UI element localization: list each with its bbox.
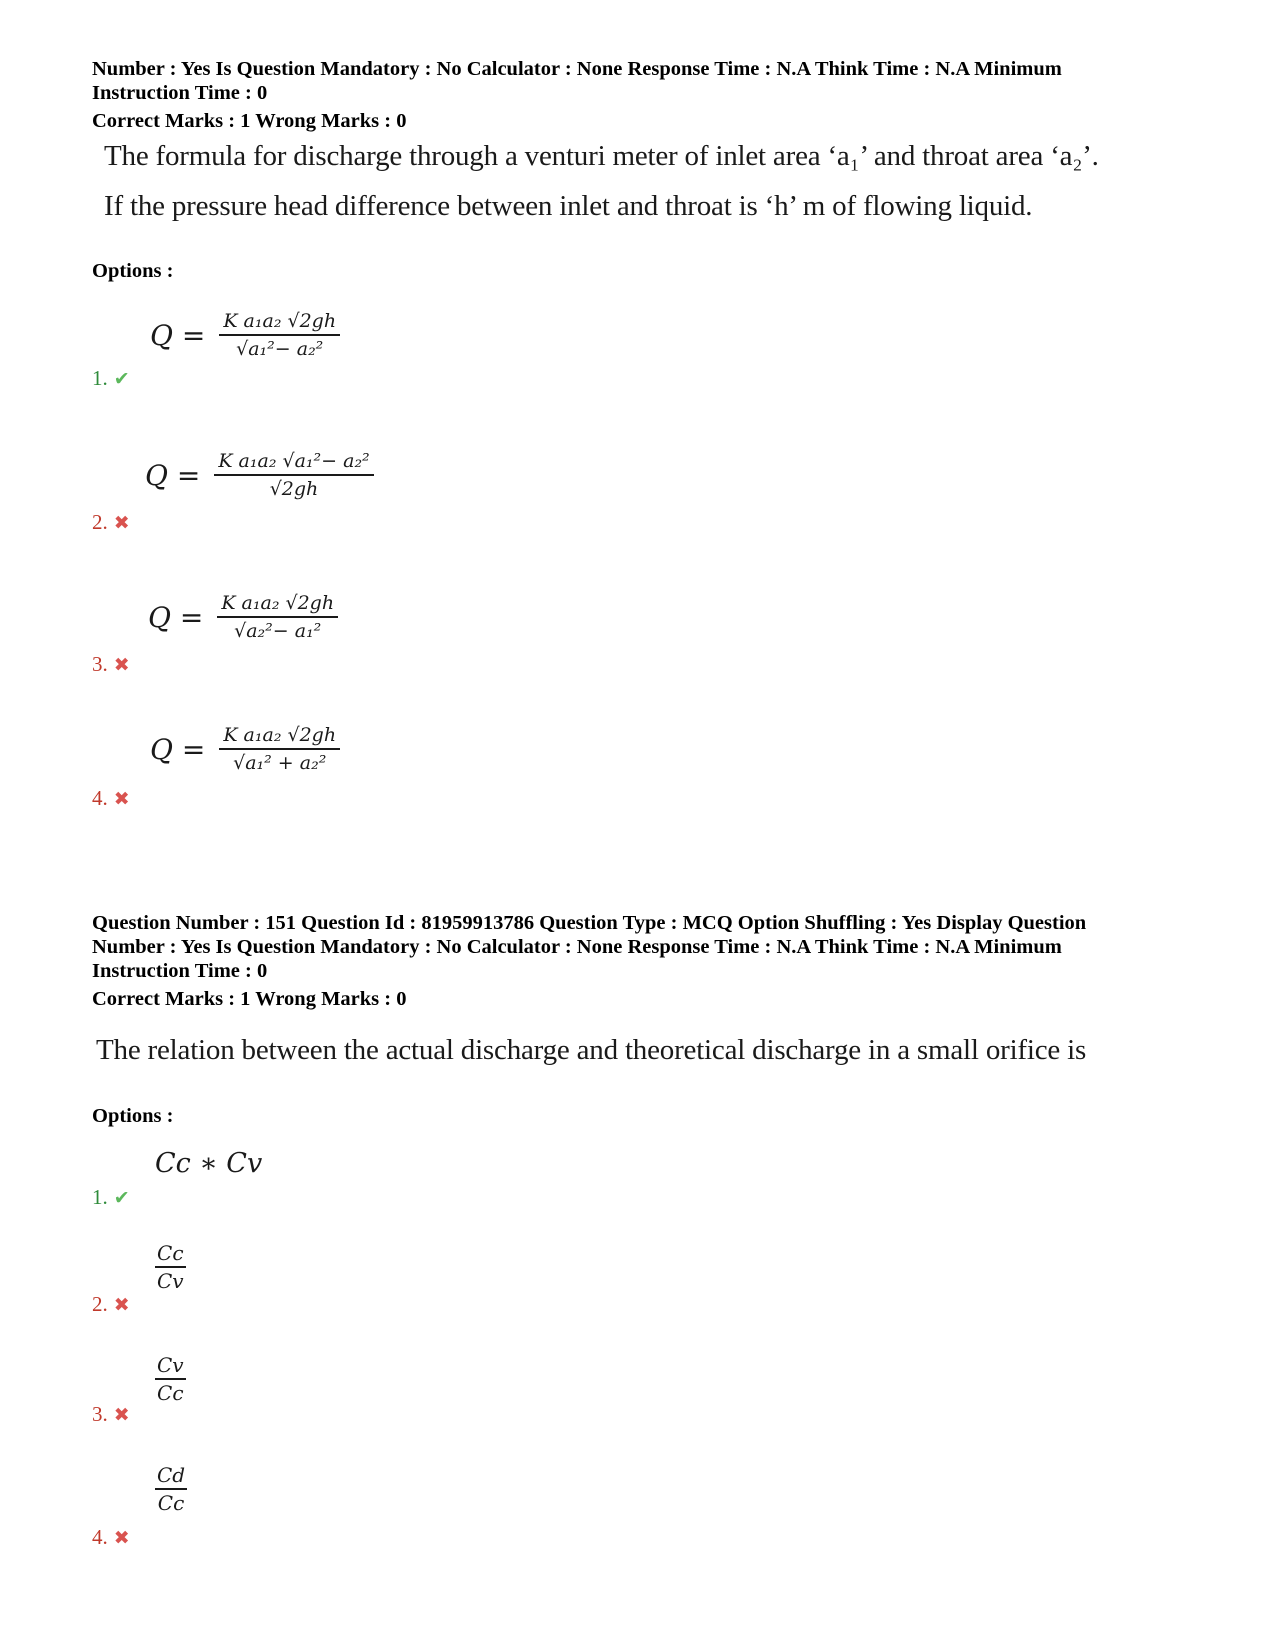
q151-meta-line3: Instruction Time : 0 — [92, 960, 268, 982]
formula-lhs: Q = — [145, 458, 201, 492]
formula-numerator: K a₁a₂ √2gh — [221, 592, 335, 614]
q151-question-line1: The relation between the actual discharge and theoretical discharge in a small orifice is — [96, 1034, 1087, 1066]
q150-question-line2: If the pressure head difference between inlet and throat is ‘h’ m of flowing liquid. — [104, 190, 1033, 222]
q151-meta-line2: Number : Yes Is Question Mandatory : No Calculator : None Response Time : N.A Think Time : N.A Minimum — [92, 936, 1062, 958]
option-number-label: 1. — [92, 1185, 108, 1209]
option-number-label: 3. — [92, 1402, 108, 1426]
check-icon: ✔ — [113, 369, 130, 390]
q150-option1-number — [92, 366, 130, 391]
formula-numerator: K a₁a₂ √2gh — [223, 724, 337, 746]
q151-option1-formula[interactable]: Cc ∗ Cv — [155, 1148, 263, 1179]
q150-option4-formula[interactable] — [150, 722, 340, 776]
formula-denominator: Cc — [157, 1491, 185, 1515]
q150-option1-formula[interactable] — [150, 308, 340, 362]
option-number-label: 3. — [92, 652, 108, 676]
q151-meta — [92, 911, 1182, 983]
q151-option4-number — [92, 1525, 130, 1550]
q150-meta — [92, 57, 1182, 105]
formula-lhs: Q = — [150, 318, 206, 352]
formula-denominator: √2gh — [269, 478, 319, 500]
formula-denominator: √a₂²− a₁² — [234, 620, 322, 642]
cross-icon: ✖ — [113, 789, 130, 810]
q151-option2-formula[interactable] — [155, 1240, 186, 1294]
q150-marks: Correct Marks : 1 Wrong Marks : 0 — [92, 110, 407, 132]
formula-lhs: Q = — [148, 600, 204, 634]
option-number-label: 4. — [92, 786, 108, 810]
cross-icon: ✖ — [113, 1528, 130, 1549]
formula-denominator: √a₁²− a₂² — [236, 338, 324, 360]
q150-meta-line2: Instruction Time : 0 — [92, 82, 268, 104]
cross-icon: ✖ — [113, 513, 130, 534]
q151-meta-line1: Question Number : 151 Question Id : 81959913786 Question Type : MCQ Option Shuffling : Yes Display Question — [92, 912, 1087, 934]
q151-option3-formula[interactable] — [155, 1352, 186, 1406]
option-number-label: 2. — [92, 1292, 108, 1316]
q151-marks: Correct Marks : 1 Wrong Marks : 0 — [92, 988, 407, 1010]
cross-icon: ✖ — [113, 655, 130, 676]
q151-option4-formula[interactable] — [155, 1462, 187, 1516]
formula-numerator: Cd — [157, 1463, 186, 1487]
q150-option3-number — [92, 652, 130, 677]
formula-denominator: Cc — [157, 1381, 184, 1405]
formula-numerator: K a₁a₂ √a₁²− a₂² — [218, 450, 370, 472]
check-icon: ✔ — [113, 1188, 130, 1209]
q151-option2-number — [92, 1292, 130, 1317]
q150-option2-formula[interactable] — [145, 448, 374, 502]
option-number-label: 4. — [92, 1525, 108, 1549]
option-number-label: 2. — [92, 510, 108, 534]
formula-numerator: Cv — [157, 1353, 184, 1377]
q151-option1-number — [92, 1185, 130, 1210]
q150-option3-formula[interactable] — [148, 590, 338, 644]
formula-denominator: Cv — [157, 1269, 184, 1293]
formula-lhs: Q = — [150, 732, 206, 766]
option-number-label: 1. — [92, 366, 108, 390]
q151-option3-number — [92, 1402, 130, 1427]
formula-numerator: K a₁a₂ √2gh — [223, 310, 337, 332]
cross-icon: ✖ — [113, 1295, 130, 1316]
q150-options-label: Options : — [92, 260, 174, 282]
q150-meta-line1: Number : Yes Is Question Mandatory : No Calculator : None Response Time : N.A Think Time : N.A Minimum — [92, 58, 1062, 80]
q150-question-line1: The formula for discharge through a venturi meter of inlet area ‘a₁’ and throat area ‘a₂’. — [104, 140, 1099, 172]
q151-options-label: Options : — [92, 1105, 174, 1127]
q150-option2-number — [92, 510, 130, 535]
cross-icon: ✖ — [113, 1405, 130, 1426]
q150-option4-number — [92, 786, 130, 811]
formula-numerator: Cc — [157, 1241, 184, 1265]
formula-denominator: √a₁² + a₂² — [233, 752, 327, 774]
